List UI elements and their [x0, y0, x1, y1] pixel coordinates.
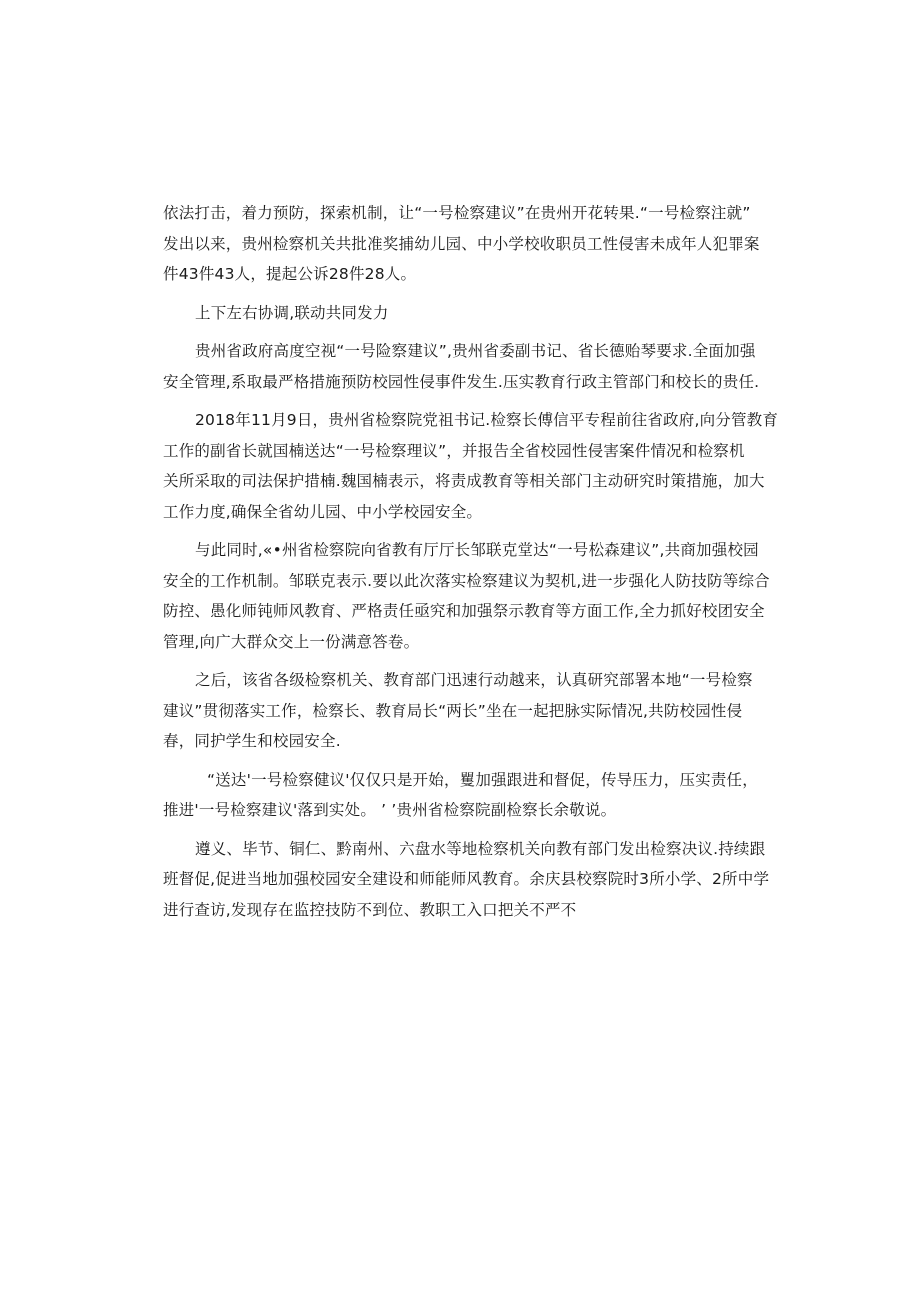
document-body — [163, 198, 779, 925]
text-line: 贵州省政府高度空视“一号险察建议”,贵州省委副书记、省长德贻琴要求.全面加强 — [195, 342, 756, 360]
paragraph-1 — [163, 198, 768, 290]
paragraph-6-quote — [163, 765, 768, 826]
paragraph-4 — [163, 535, 768, 657]
text-line: 班督促,促进当地加强校园安全建设和师能师风教育。余庆县校察院时3所小学、2所中学 — [163, 870, 770, 888]
text-line: 上下左右协调,联动共同发力 — [195, 303, 389, 322]
section-heading — [163, 298, 768, 329]
text-line: 件43件43人，提起公诉28件28人。 — [163, 265, 417, 283]
text-line: 遵义、毕节、铜仁、黔南州、六盘水等地检察机关向教有部门发出检察决议.持续跟 — [195, 839, 766, 858]
text-line: 推进'一号检察建议'落到实处。 ’ ’贵州省检察院副检察长余敬说。 — [163, 801, 617, 819]
text-line: 与此同时,«•州省检察院向省教有厅厅长邹联克堂达“一号松森建议”,共商加强校园 — [195, 541, 759, 559]
text-line: 依法打击，着力预防，探索机制，让“一号检察建议”在贵州开花转果.“一号检察注就” — [163, 204, 751, 222]
text-line: 安全的工作机制。邹联克表示.要以此次落实检察建议为契机,进一步强化人防技防等综合 — [163, 571, 770, 590]
text-line: 建议”贯彻落实工作，检察长、教育局长“两长”坐在一起把脉实际情况,共防校园性侵 — [163, 701, 743, 720]
paragraph-5 — [163, 665, 768, 757]
paragraph-2 — [163, 336, 768, 397]
paragraph-7 — [163, 834, 768, 926]
text-line: 工作的副省长就国楠送达“一号检察理议”，并报告全省校园性侵害案件情况和检察机 — [163, 441, 745, 460]
text-line: 管理,向广大群众交上一份满意答卷。 — [163, 632, 420, 651]
text-line: 2018年11月9日，贵州省检察院党祖书记.检察长傅信平专程前往省政府,向分管教育 — [195, 411, 779, 429]
text-line: 工作力度,确保全省幼儿园、中小学校园安全。 — [163, 502, 483, 521]
text-line: 防控、愚化师钝师风教育、严格责任亟究和加强祭示教育等方面工作,全力抓好校团安全 — [163, 602, 765, 620]
text-line: 发出以来，贵州检察机关共批准奖捕幼儿园、中小学校收职员工性侵害未成年人犯罪案 — [163, 234, 760, 253]
text-line: 安全管理,系取最严格措施预防校园性侵事件发生.压实教育行政主管部门和校长的贵任. — [163, 372, 760, 391]
paragraph-3 — [163, 405, 779, 527]
text-line: 之后，该省各级检察机关、教育部门迅速行动越来，认真研究部署本地“一号检察 — [195, 671, 753, 689]
text-line: 春，同护学生和校园安全. — [163, 732, 341, 750]
text-line: 进行查访,发现存在监控技防不到位、教职工入口把关不严不 — [163, 900, 577, 919]
text-line: 关所采取的司法保护措楠.魏国楠表示，将责成教育等相关部门主动研究时策措施，加大 — [163, 472, 765, 490]
text-line: “送达'一号检察健议'仅仅只是开始，矍加强跟进和督促，传导压力，压实责任， — [207, 770, 758, 789]
